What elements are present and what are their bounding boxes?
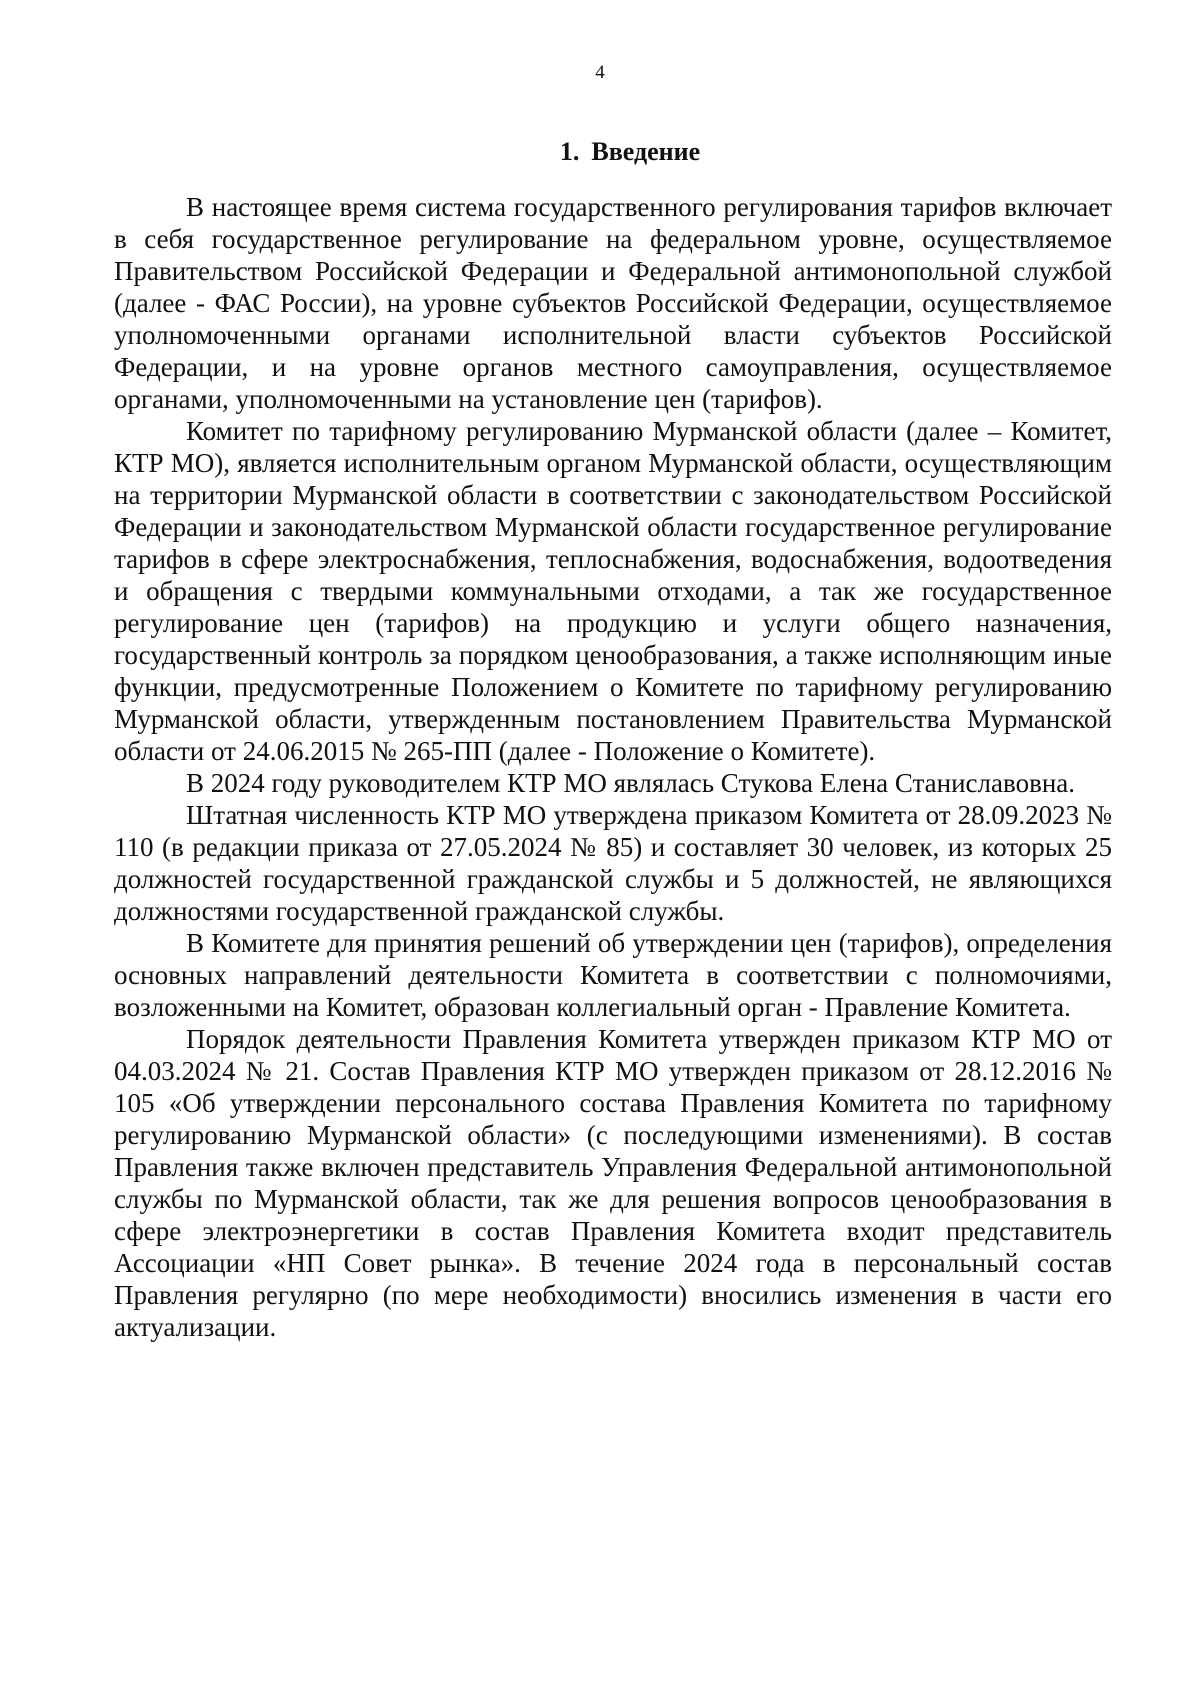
paragraph-committee-head: В 2024 году руководителем КТР МО являлась Стукова Елена Станиславовна.	[186, 768, 1075, 798]
paragraph-committee-description: Комитет по тарифному регулированию Мурманской области (далее – Комитет, КТР МО), является исполнительным органом Мурманской области, осуществляющим на территории Мурманской области в соответствии с законодательством Российской Федерации и законодательством Мурманской области государственное регулирование тарифов в сфере электроснабжения, теплоснабжения, водоснабжения, водоотведения и обращения с твердыми коммунальными отходами, а так же государственное регулирование цен (тарифов) на продукцию и услуги общего назначения, государственный контроль за порядком ценообразования, а также исполняющим иные функции, предусмотренные Положением о Комитете по тарифному регулированию Мурманской области, утвержденным постановлением Правительства Мурманской области от 24.06.2015 № 265-ПП (далее - Положение о Комитете).	[114, 416, 1112, 766]
section-title: Введение	[591, 137, 701, 166]
page-number: 4	[595, 62, 605, 83]
paragraph-board-procedure: Порядок деятельности Правления Комитета утвержден приказом КТР МО от 04.03.2024 № 21. Состав Правления КТР МО утвержден приказом от 28.12.2016 № 105 «Об утверждении персонального состава Правления Комитета по тарифному регулированию Мурманской области» (с последующими изменениями). В состав Правления также включен представитель Управления Федеральной антимонопольной службы по Мурманской области, так же для решения вопросов ценообразования в сфере электроэнергетики в состав Правления Комитета входит представитель Ассоциации «НП Совет рынка». В течение 2024 года в персональный состав Правления регулярно (по мере необходимости) вносились изменения в части его актуализации.	[114, 1024, 1112, 1342]
paragraph-tariff-regulation-system: В настоящее время система государственного регулирования тарифов включает в себя государственное регулирование на федеральном уровне, осуществляемое Правительством Российской Федерации и Федеральной антимонопольной службой (далее - ФАС России), на уровне субъектов Российской Федерации, осуществляемое уполномоченными органами исполнительной власти субъектов Российской Федерации, и на уровне органов местного самоуправления, осуществляемое органами, уполномоченными на установление цен (тарифов).	[114, 192, 1112, 414]
paragraph-board-formation: В Комитете для принятия решений об утверждении цен (тарифов), определения основных направлений деятельности Комитета в соответствии с полномочиями, возложенными на Комитет, образован коллегиальный орган - Правление Комитета.	[114, 928, 1112, 1022]
paragraph-staff-size: Штатная численность КТР МО утверждена приказом Комитета от 28.09.2023 № 110 (в редакции приказа от 27.05.2024 № 85) и составляет 30 человек, из которых 25 должностей государственной гражданской службы и 5 должностей, не являющихся должностями государственной гражданской службы.	[114, 800, 1112, 926]
body-text	[114, 191, 1112, 1343]
section-number: 1.	[559, 137, 580, 166]
section-heading	[0, 136, 1200, 168]
